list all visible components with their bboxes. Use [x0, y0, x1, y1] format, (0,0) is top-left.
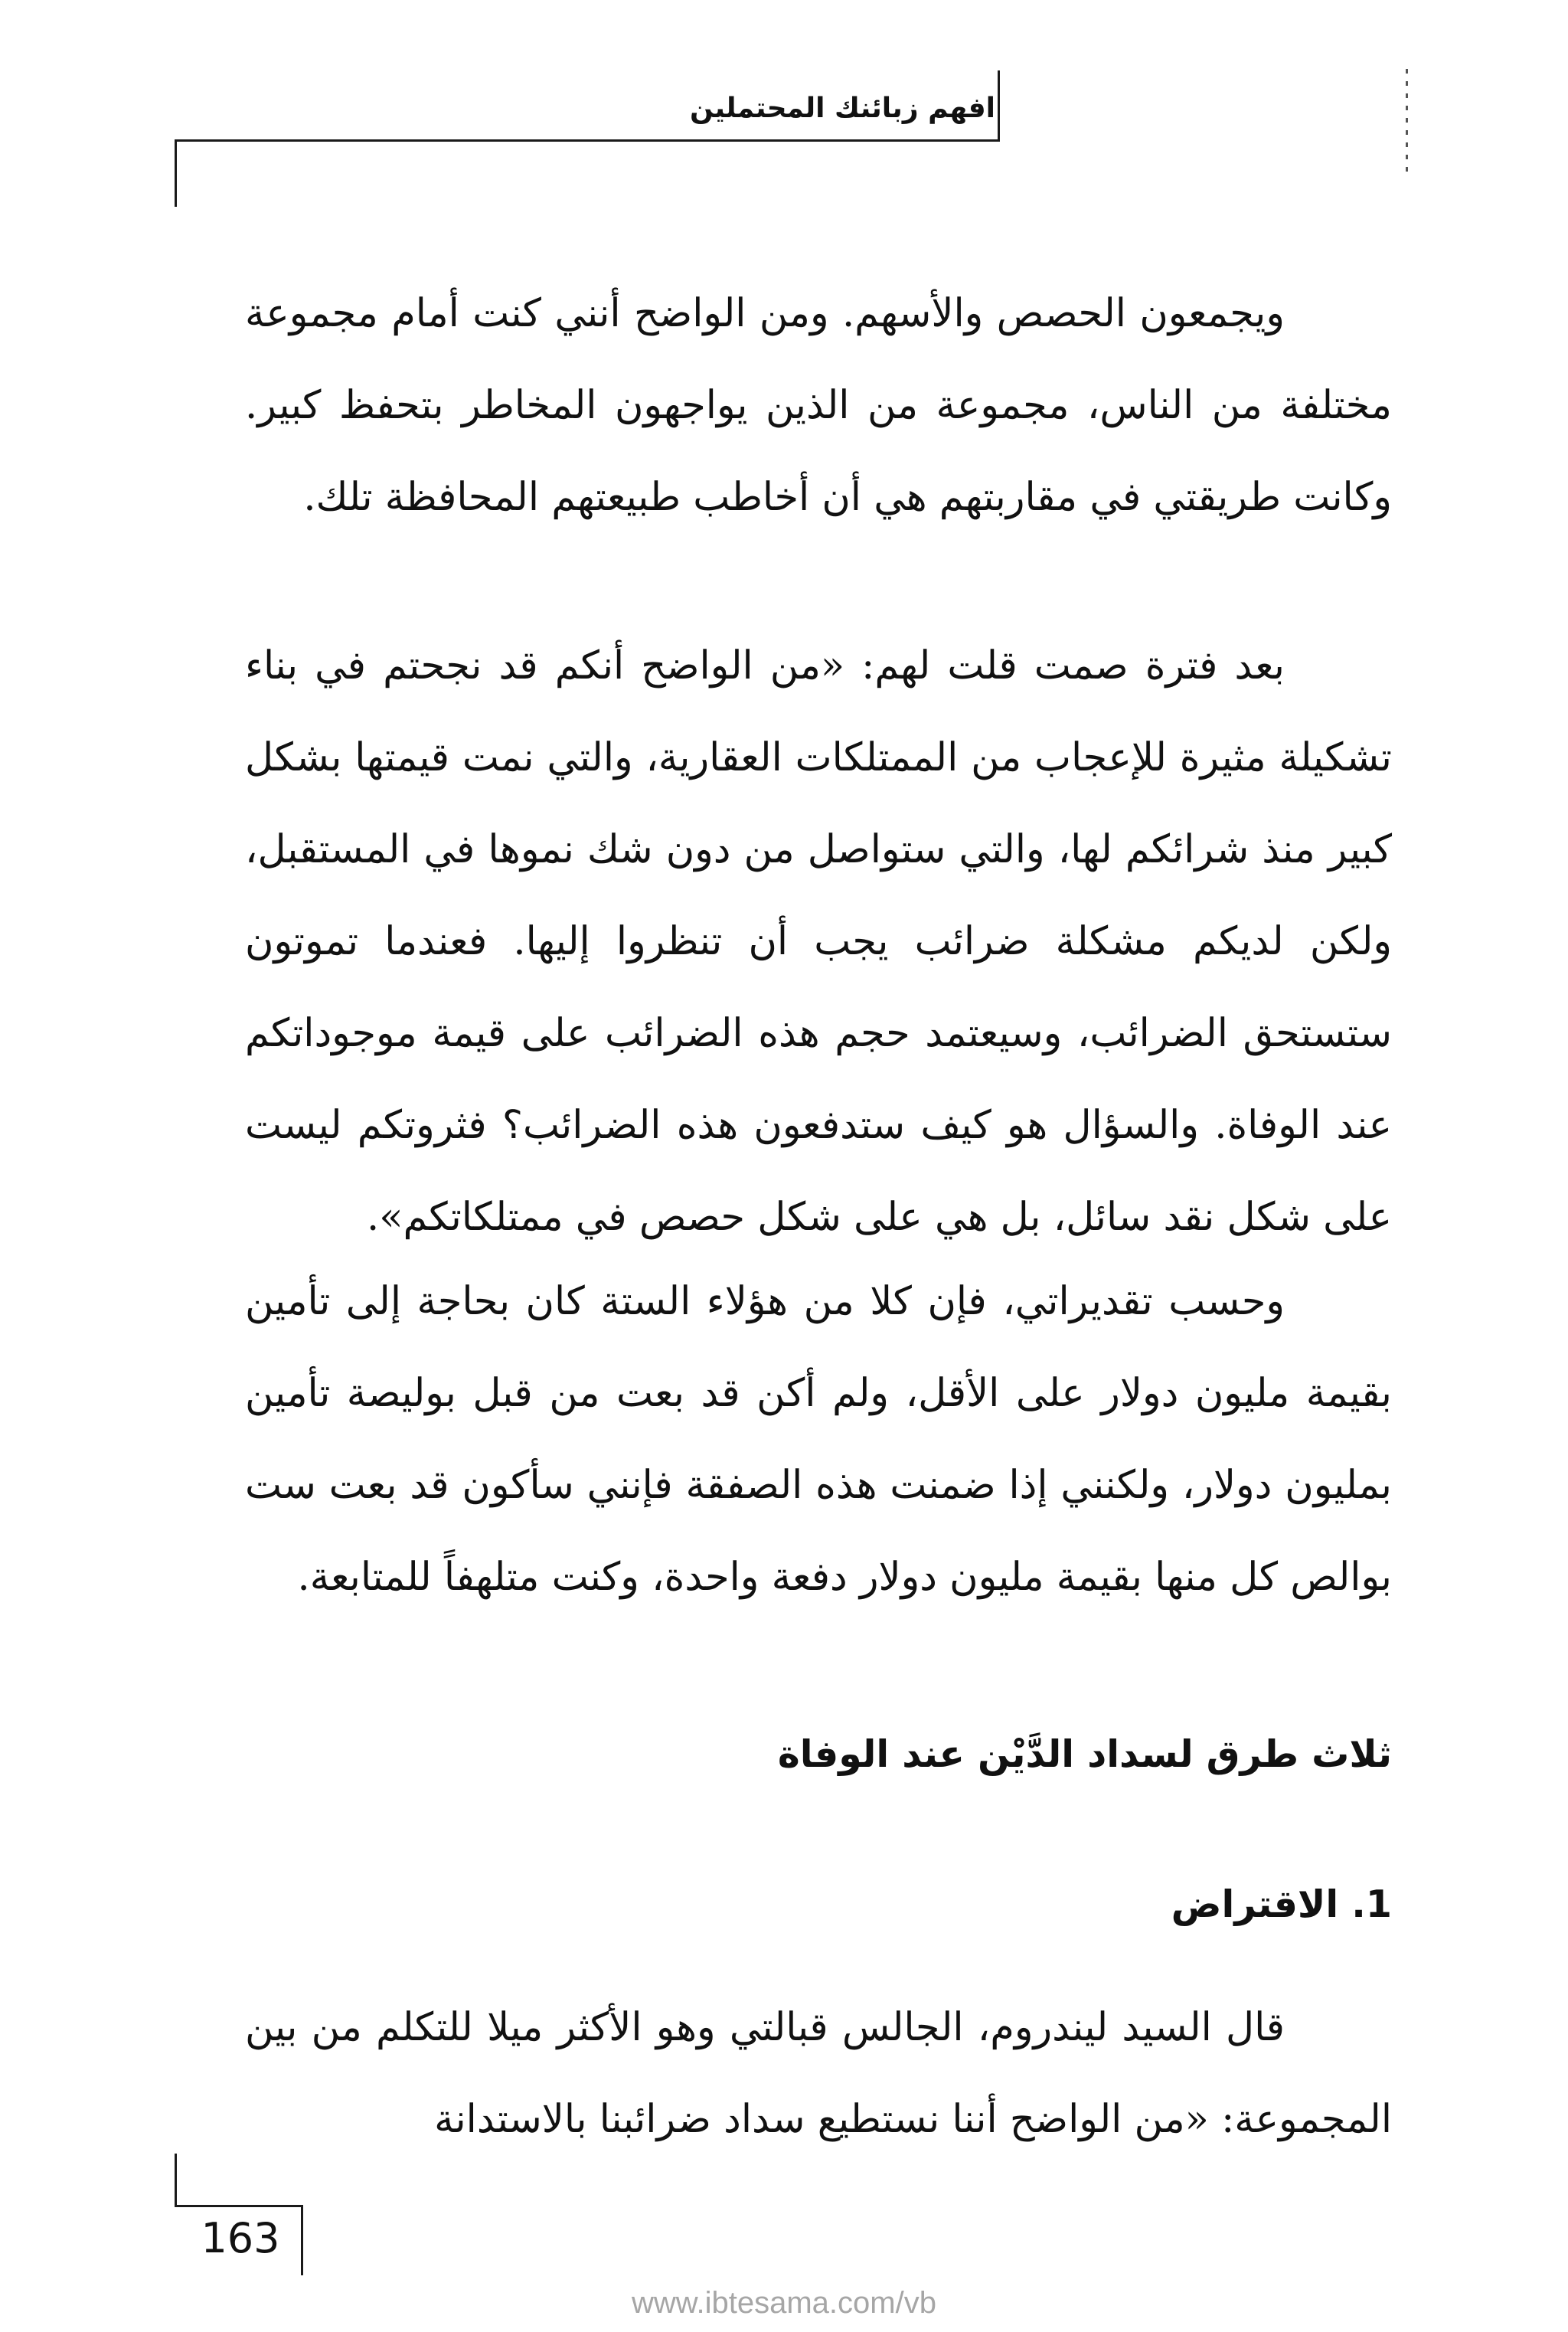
header-rule-left-tick [175, 139, 177, 207]
body-paragraph-3 [245, 1256, 1392, 1624]
watermark: www.ibtesama.com/vb [632, 2286, 936, 2320]
scan-edge-mark [1406, 69, 1408, 172]
body-paragraph-2 [245, 620, 1392, 1264]
running-title: افهم زبائنك المحتملين [689, 93, 995, 124]
body-paragraph-1 [245, 268, 1392, 544]
section-heading: ثلاث طرق لسداد الدَّيْن عند الوفاة [777, 1732, 1392, 1776]
page-number: 163 [201, 2214, 280, 2262]
paragraph-text: ويجمعون الحصص والأسهم. ومن الواضح أنني كنت أمام مجموعة مختلفة من الناس، مجموعة من الذين يواجهون المخاطر بتحفظ كبير. وكانت طريقتي في مقاربتهم هي أن أخاطب طبيعتهم المحافظة تلك. [245, 291, 1392, 520]
subsection-heading: 1. الاقتراض [1171, 1882, 1392, 1926]
paragraph-text: وحسب تقديراتي، فإن كلا من هؤلاء الستة كان بحاجة إلى تأمين بقيمة مليون دولار على الأقل، ولم أكن قد بعت من قبل بوليصة تأمين بمليون دولار، ولكنني إذا ضمنت هذه الصفقة فإنني سأكون قد بعت ست بوالص كل منها بقيمة مليون دولار دفعة واحدة، وكنت متلهفاً للمتابعة. [245, 1279, 1392, 1600]
paragraph-text: بعد فترة صمت قلت لهم: «من الواضح أنكم قد نجحتم في بناء تشكيلة مثيرة للإعجاب من الممتلكات العقارية، والتي نمت قيمتها بشكل كبير منذ شرائكم لها، والتي ستواصل من دون شك نموها في المستقبل، ولكن لديكم مشكلة ضرائب يجب أن تنظروا إليها. فعندما تموتون ستستحق الضرائب، وسيعتمد حجم هذه الضرائب على قيمة موجوداتكم عند الوفاة. والسؤال هو كيف ستدفعون هذه الضرائب؟ فثروتكم ليست على شكل نقد سائل، بل هي على شكل حصص في ممتلكاتكم». [245, 643, 1392, 1240]
footer-rule-right-tick [301, 2205, 303, 2275]
footer-rule [175, 2205, 303, 2207]
header-rule-right-tick [998, 70, 1000, 142]
header-rule [175, 139, 1000, 142]
footer-rule-left-tick [175, 2154, 177, 2207]
paragraph-text: قال السيد ليندروم، الجالس قبالتي وهو الأكثر ميلا للتكلم من بين المجموعة: «من الواضح أننا نستطيع سداد ضرائبنا بالاستدانة [245, 2005, 1392, 2142]
body-paragraph-4 [245, 1982, 1392, 2166]
